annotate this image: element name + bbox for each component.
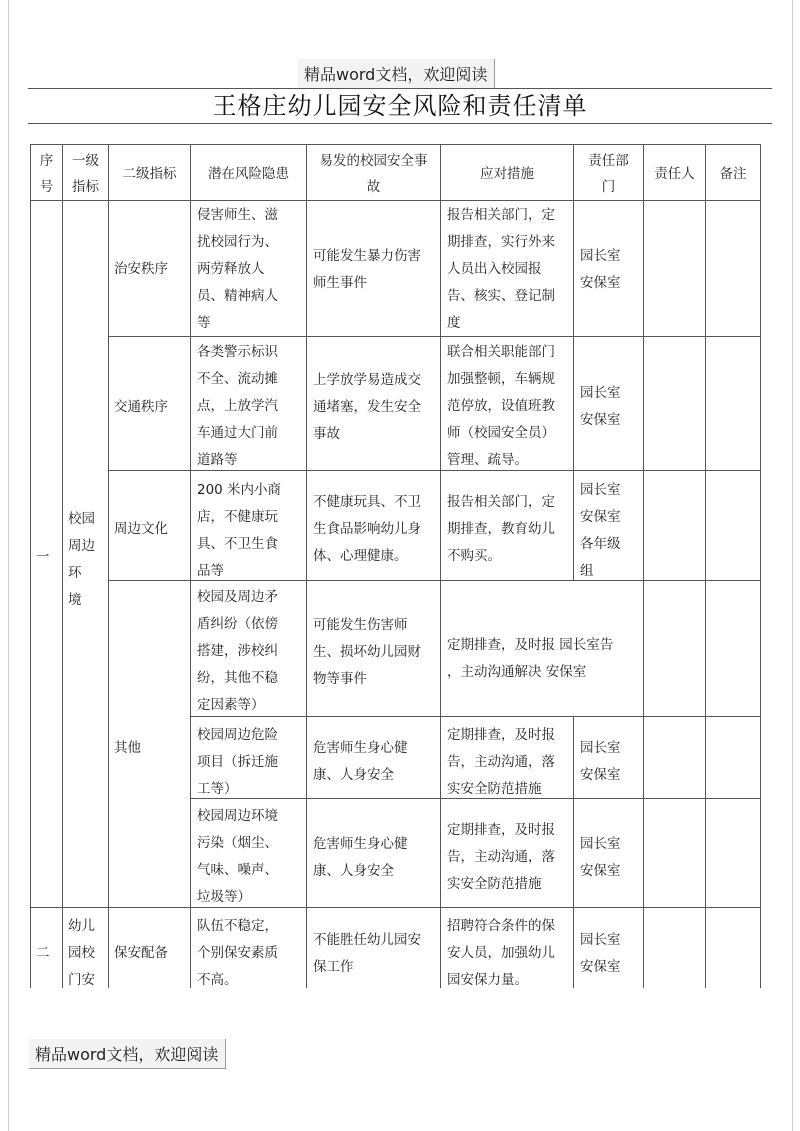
incident-cell: 上学放学易造成交 通堵塞，发生安全 事故 [313,372,421,442]
risk-cell: 校园周边环境 污染（烟尘、 气味、噪声、 垃圾等） [197,808,278,905]
measures-cell: 报告相关部门，定 期排查，教育幼儿 不购买。 [447,494,555,564]
title-rule-top [28,88,772,89]
incident-cell: 不能胜任幼儿园安 保工作 [313,932,421,975]
header-level1: 一级 指标 [72,153,99,195]
header-dept: 责任部 门 [588,153,629,195]
incident-cell: 不健康玩具、不卫 生食品影响幼儿身 体、心理健康。 [313,494,421,564]
level2-cell: 治安秩序 [114,261,168,277]
header-level2: 二级指标 [122,166,177,182]
header-incident: 易发的校园安全事 故 [319,153,428,195]
dept-cell: 园长室 安保室 [580,385,621,428]
watermark-top: 精品word文档，欢迎阅读 [298,59,495,89]
dept-cell: 园长室 安保室 [580,932,621,975]
level2-cell: 周边文化 [114,521,168,537]
risk-cell: 队伍不稳定， 个别保安素质 不高。 [197,918,278,988]
risk-cell: 校园及周边矛 盾纠纷（依傍 搭建，涉校纠 纷，其他不稳 定因素等） [197,589,278,713]
header-risk: 潜在风险隐患 [208,166,289,182]
dept-cell: 园长室 安保室 [580,836,621,879]
risk-cell: 校园周边危险 项目（拆迁施 工等） [197,727,278,797]
dept-cell: 园长室 安保室 [580,740,621,783]
measures-cell: 定期排查，及时报 告，主动沟通，落 实安全防范措施 [447,822,555,892]
header-seq: 序 号 [39,153,54,195]
section-level1-2: 幼儿 园校 门安 [68,918,95,988]
incident-cell: 危害师生身心健 康、人身安全 [313,740,408,783]
risk-cell: 各类警示标识 不全、流动摊 点，上放学汽 车通过大门前 道路等 [197,344,278,468]
section-seq-1: 一 [36,549,50,565]
measures-cell: 报告相关部门，定 期排查，实行外来 人员出入校园报 告、核实、登记制 度 [447,207,555,331]
measures-cell: 招聘符合条件的保 安人员，加强幼儿 园安保力量。 [447,918,555,988]
header-measures: 应对措施 [480,166,534,182]
level2-cell: 其他 [114,740,141,756]
title-rule-bottom [28,123,772,124]
page-edge-left [8,0,9,1131]
incident-cell: 可能发生伤害师 生、损坏幼儿园财 物等事件 [313,617,421,687]
dept-cell: 园长室 安保室 [580,248,621,291]
incident-cell: 危害师生身心健 康、人身安全 [313,836,408,879]
document-title: 王格庄幼儿园安全风险和责任清单 [212,92,588,120]
dept-cell: 园长室 安保室 各年级 组 [580,482,621,579]
header-person: 责任人 [654,166,695,182]
measures-cell: 定期排查，及时报 园长室告 ，主动沟通解决 安保室 [447,637,614,680]
header-notes: 备注 [719,166,747,182]
watermark-bottom: 精品word文档，欢迎阅读 [29,1039,226,1069]
risk-cell: 侵害师生、滋 扰校园行为、 两劳释放人 员、精神病人 等 [197,207,278,331]
measures-cell: 定期排查，及时报 告，主动沟通，落 实安全防范措施 [447,727,555,797]
level2-cell: 交通秩序 [114,399,168,415]
section-seq-2: 二 [36,945,50,961]
incident-cell: 可能发生暴力伤害 师生事件 [313,248,421,291]
page-edge-right [792,0,793,1131]
measures-cell: 联合相关职能部门 加强整顿，车辆规 范停放，设值班教 师（校园安全员） 管理、疏导。 [447,344,555,468]
section-level1-1: 校园 周边 环 境 [68,511,95,608]
level2-cell: 保安配备 [114,945,168,961]
risk-cell: 200 米内小商 店，不健康玩 具、不卫生食 品等 [197,482,282,579]
